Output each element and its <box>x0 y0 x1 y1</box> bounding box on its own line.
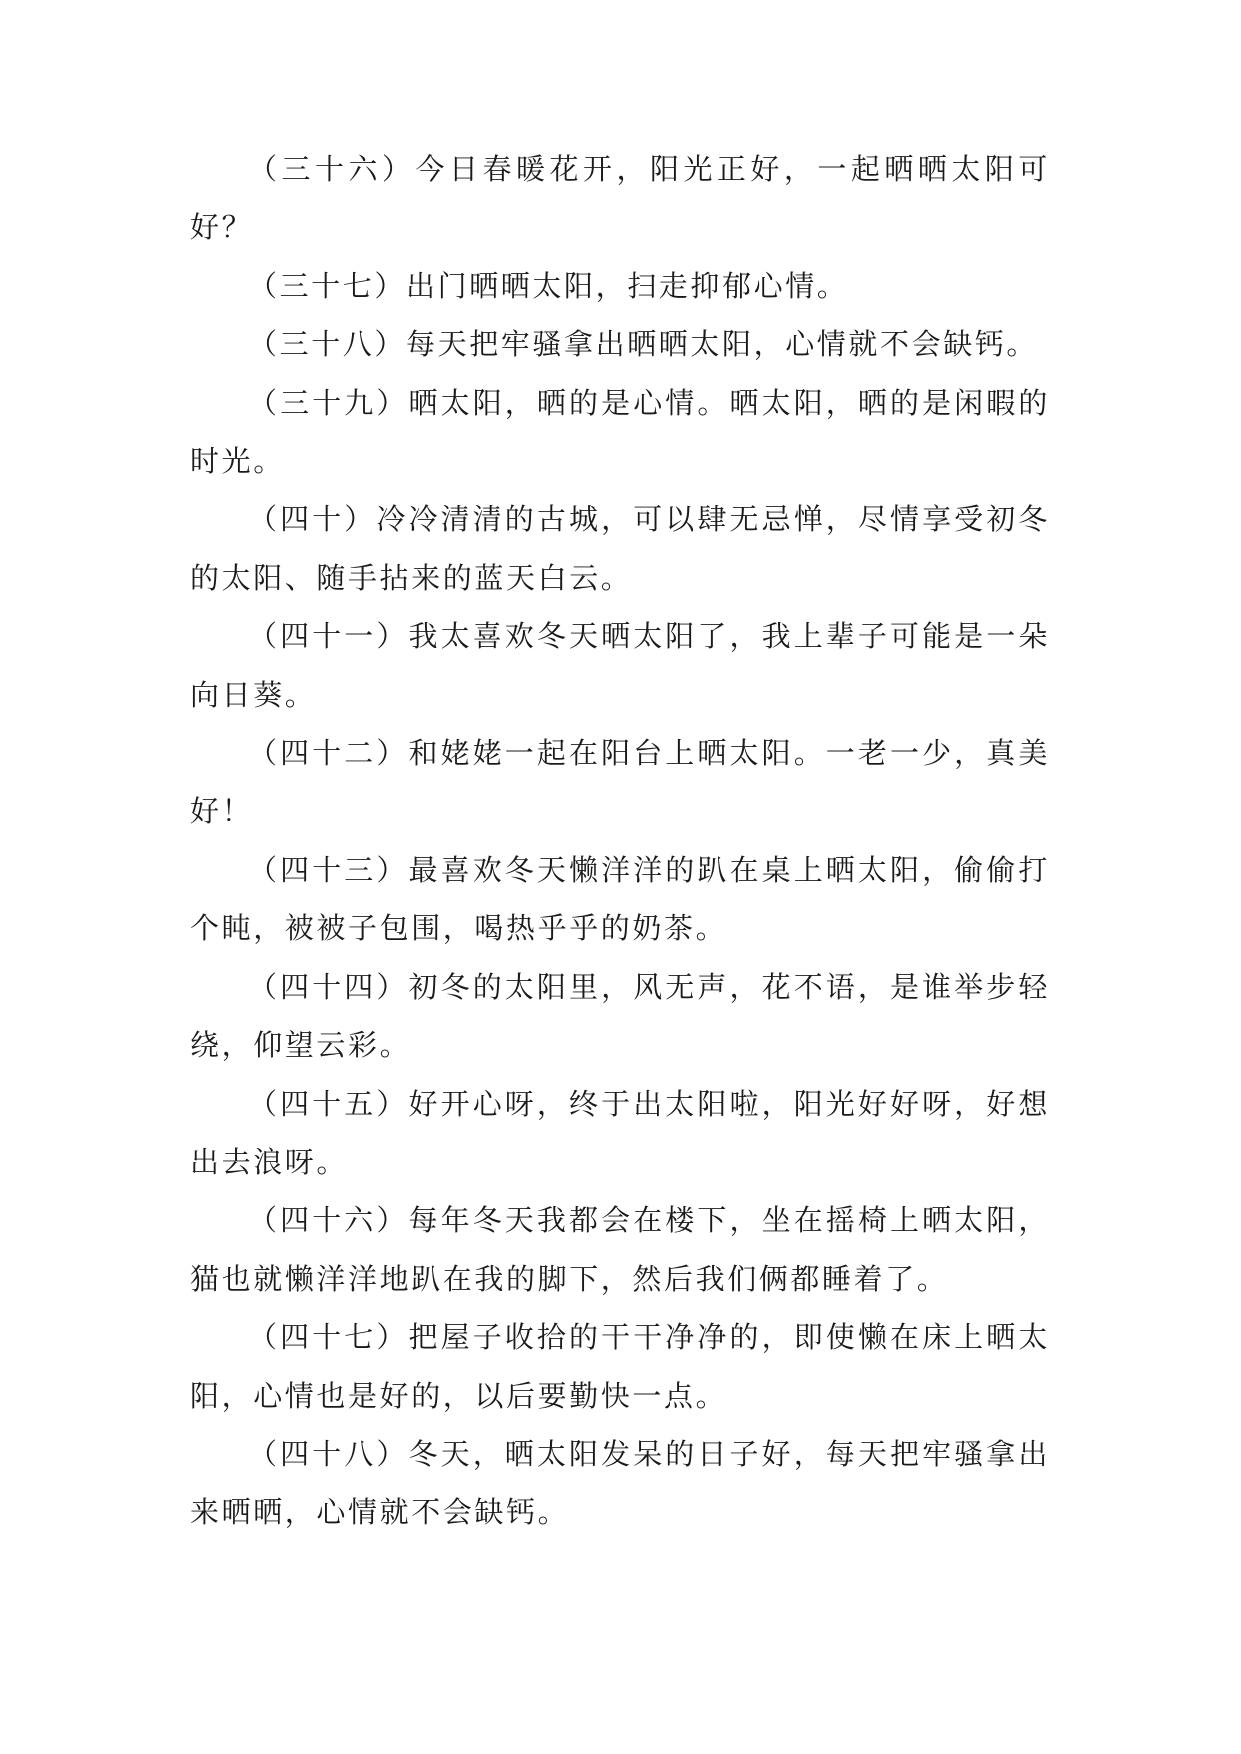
paragraph-38: （三十八）每天把牢骚拿出晒晒太阳，心情就不会缺钙。 <box>248 327 1039 362</box>
paragraph-47: （四十七）把屋子收拾的干干净净的，即使懒在床上晒太阳，心情也是好的，以后要勤快一点。 <box>190 1320 1050 1413</box>
paragraph-43: （四十三）最喜欢冬天懒洋洋的趴在桌上晒太阳，偷偷打个盹，被被子包围，喝热乎乎的奶茶。 <box>190 852 1050 946</box>
paragraph-40: （四十）冷冷清清的古城，可以肆无忌惮，尽情享受初冬的太阳、随手拈来的蓝天白云。 <box>190 502 1050 595</box>
paragraph-36: （三十六）今日春暖花开，阳光正好，一起晒晒太阳可好？ <box>190 152 1050 245</box>
paragraph-42: （四十二）和姥姥一起在阳台上晒太阳。一老一少，真美好！ <box>190 736 1050 829</box>
paragraph-39: （三十九）晒太阳，晒的是心情。晒太阳，晒的是闲暇的时光。 <box>190 385 1050 479</box>
paragraph-46: （四十六）每年冬天我都会在楼下，坐在摇椅上晒太阳，猫也就懒洋洋地趴在我的脚下，然后我们俩都睡着了。 <box>190 1203 1050 1296</box>
paragraph-44: （四十四）初冬的太阳里，风无声，花不语，是谁举步轻绕，仰望云彩。 <box>190 969 1050 1063</box>
document-page <box>190 140 1050 1542</box>
paragraph-45: （四十五）好开心呀，终于出太阳啦，阳光好好呀，好想出去浪呀。 <box>190 1086 1050 1179</box>
paragraph-41: （四十一）我太喜欢冬天晒太阳了，我上辈子可能是一朵向日葵。 <box>190 619 1050 712</box>
paragraph-48: （四十八）冬天，晒太阳发呆的日子好，每天把牢骚拿出来晒晒，心情就不会缺钙。 <box>190 1436 1050 1530</box>
paragraph-37: （三十七）出门晒晒太阳，扫走抑郁心情。 <box>248 268 849 303</box>
